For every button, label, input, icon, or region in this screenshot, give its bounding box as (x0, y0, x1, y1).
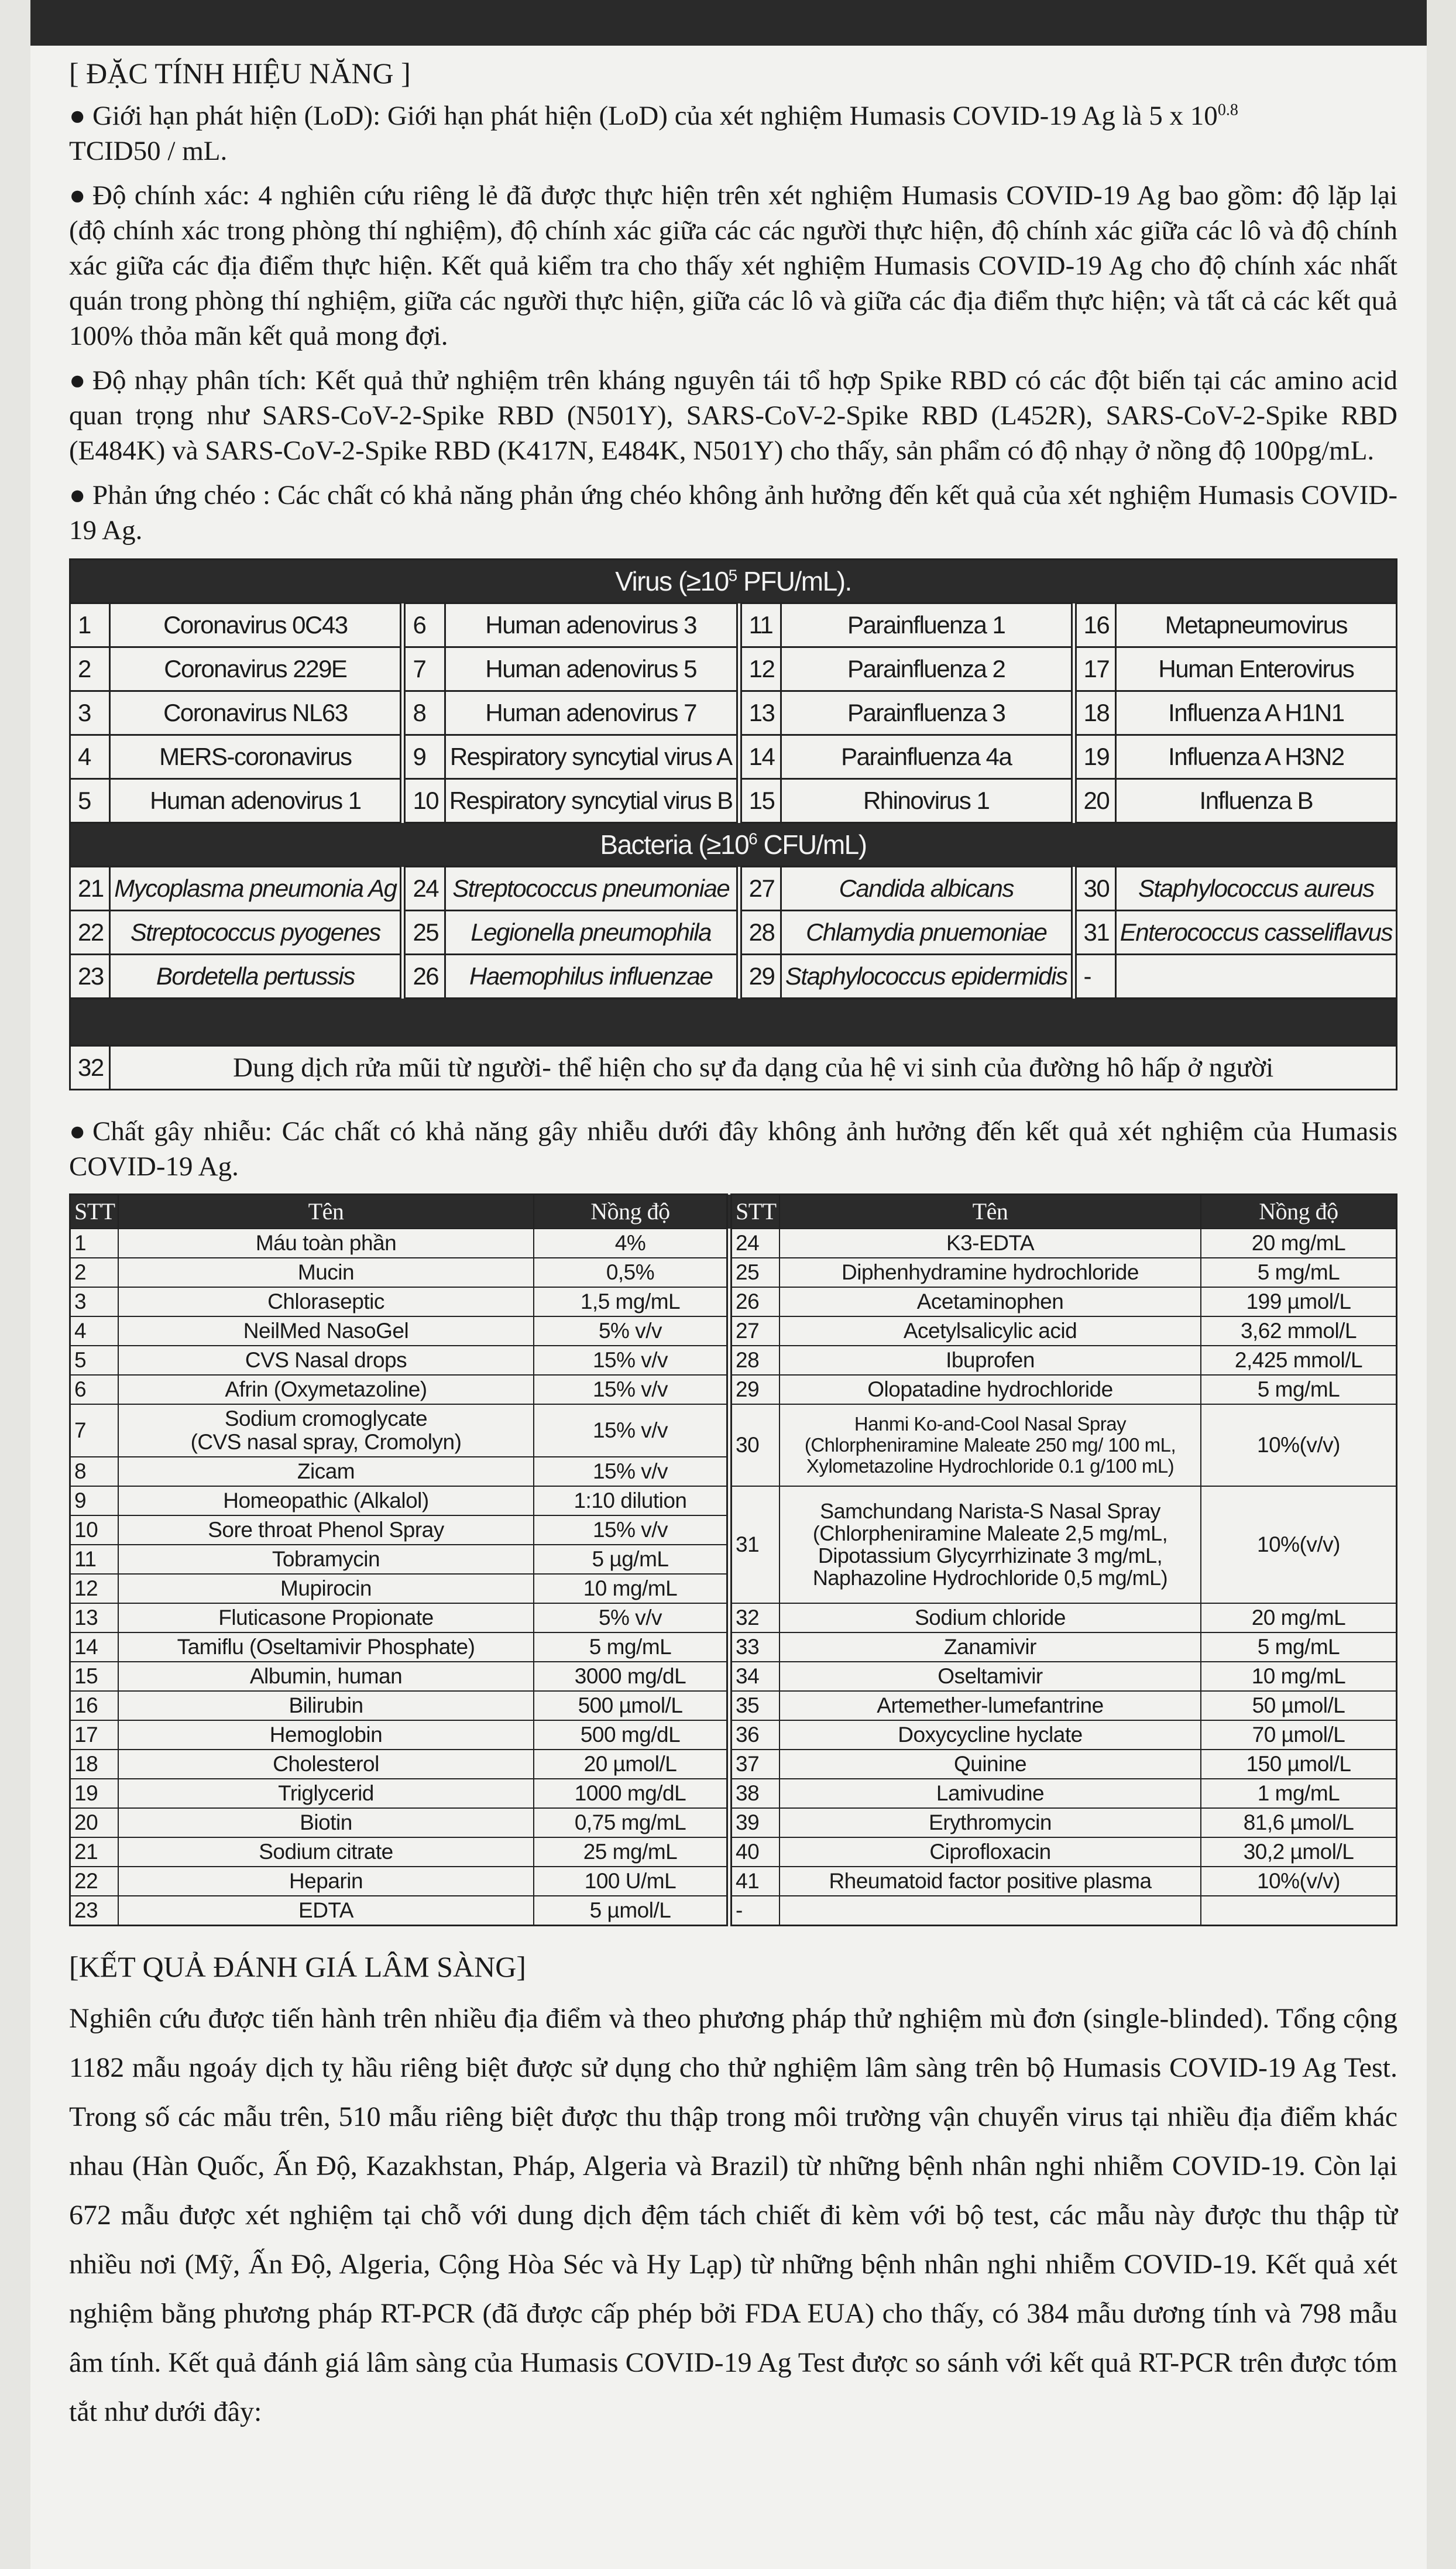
interference-paragraph (69, 1114, 1397, 1184)
substance-name: Oseltamivir (779, 1662, 1201, 1691)
lod-unit: TCID50 / mL. (69, 136, 228, 166)
row-number: 18 (70, 1750, 119, 1779)
row-number: 7 (70, 1404, 119, 1457)
row-number: 31 (729, 1486, 779, 1603)
precision-text: Độ chính xác: 4 nghiên cứu riêng lẻ đã được thực hiện trên xét nghiệm Humasis COVID-19 Ag bao gồm: độ lặp lại (độ chính xác trong phòng thí nghiệm), độ chính xác giữa các các người thực hiện, độ chính xác giữa các lô và độ chính xác giữa các địa điểm thực hiện. Kết quả kiểm tra cho thấy xét nghiệm Humasis COVID-19 Ag cho độ chính xác nhất quán trong phòng thí nghiệm, giữa các người thực hiện, giữa các lô và giữa các địa điểm thực hiện; và tất cả các kết quả 100% thỏa mãn kết quả mong đợi. (69, 180, 1397, 351)
substance-name: NeilMed NasoGel (118, 1316, 534, 1346)
substance-name: Albumin, human (118, 1662, 534, 1691)
cross-table-organism: Parainfluenza 4a (781, 735, 1073, 779)
row-number: 35 (729, 1691, 779, 1720)
cross-table-number: 18 (1074, 691, 1116, 735)
row-number: 32 (729, 1603, 779, 1632)
substance-concentration: 3000 mg/dL (534, 1662, 729, 1691)
cross-table-organism: Streptococcus pyogenes (110, 911, 403, 955)
bacteria-header-text: Bacteria (≥10 (600, 829, 749, 860)
row-number: 39 (729, 1808, 779, 1837)
cross-table-organism: Influenza A H1N1 (1115, 691, 1396, 735)
cross-table-number: - (1074, 955, 1116, 999)
cross-table-row (70, 1046, 1397, 1090)
cross-table-number: 19 (1074, 735, 1116, 779)
interference-row (70, 1720, 1397, 1750)
substance-concentration: 15% v/v (534, 1515, 729, 1545)
substance-concentration: 0,5% (534, 1258, 729, 1287)
cross-table-number: 28 (739, 911, 781, 955)
interference-row (70, 1867, 1397, 1896)
empty-band-row (70, 999, 1397, 1046)
cross-table-number: 17 (1074, 647, 1116, 691)
cross-table-number: 27 (739, 867, 781, 911)
substance-concentration: 500 µmol/L (534, 1691, 729, 1720)
cross-table-organism: Coronavirus NL63 (110, 691, 403, 735)
virus-header-exponent: 5 (728, 566, 737, 585)
nasal-wash-description: Dung dịch rửa mũi từ người- thể hiện cho sự đa dạng của hệ vi sinh của đường hô hấp ở người (110, 1046, 1397, 1090)
row-number: 30 (729, 1404, 779, 1486)
row-number: 41 (729, 1867, 779, 1896)
substance-concentration: 5 mg/mL (534, 1632, 729, 1662)
cross-table-number: 14 (739, 735, 781, 779)
empty-band-cell (70, 999, 1397, 1046)
substance-concentration: 150 µmol/L (1201, 1750, 1397, 1779)
interference-row (70, 1404, 1397, 1457)
substance-name: CVS Nasal drops (118, 1346, 534, 1375)
substance-name: Heparin (118, 1867, 534, 1896)
cross-table-organism: Human adenovirus 5 (445, 647, 739, 691)
cross-table-number: 6 (403, 603, 445, 647)
virus-header-unit: PFU/mL). (736, 566, 851, 596)
interference-row (70, 1662, 1397, 1691)
header-name: Tên (779, 1195, 1201, 1229)
substance-name: Triglycerid (118, 1779, 534, 1808)
cross-table-row (70, 867, 1397, 911)
substance-concentration: 10 mg/mL (1201, 1662, 1397, 1691)
row-number: 33 (729, 1632, 779, 1662)
substance-name: Acetylsalicylic acid (779, 1316, 1201, 1346)
row-number: 28 (729, 1346, 779, 1375)
virus-band-row (70, 560, 1397, 603)
row-number: 2 (70, 1258, 119, 1287)
header-concentration: Nồng độ (1201, 1195, 1397, 1229)
virus-band-header (70, 560, 1397, 603)
substance-concentration: 5 µmol/L (534, 1896, 729, 1926)
substance-concentration: 25 mg/mL (534, 1837, 729, 1867)
substance-concentration: 199 µmol/L (1201, 1287, 1397, 1316)
performance-heading: [ ĐẶC TÍNH HIỆU NĂNG ] (69, 57, 411, 90)
substance-concentration: 15% v/v (534, 1375, 729, 1404)
cross-table-number: 26 (403, 955, 445, 999)
bacteria-band-row (70, 823, 1397, 867)
cross-reactivity-table (69, 558, 1397, 1090)
cross-table-number: 23 (70, 955, 110, 999)
substance-name: Sore throat Phenol Spray (118, 1515, 534, 1545)
substance-name: Rheumatoid factor positive plasma (779, 1867, 1201, 1896)
cross-table-number: 2 (70, 647, 110, 691)
substance-name: Cholesterol (118, 1750, 534, 1779)
substance-name (779, 1896, 1201, 1926)
lod-exponent: 0.8 (1217, 101, 1238, 119)
bullet-icon: ● (69, 365, 86, 396)
cross-table-organism: Legionella pneumophila (445, 911, 739, 955)
cross-table-number: 31 (1074, 911, 1116, 955)
bullet-icon: ● (69, 101, 86, 131)
interference-row (70, 1229, 1397, 1258)
cross-table-number: 29 (739, 955, 781, 999)
cross-table-number: 11 (739, 603, 781, 647)
bacteria-band-header (70, 823, 1397, 867)
precision-paragraph (69, 178, 1397, 354)
row-number: 37 (729, 1750, 779, 1779)
cross-table-number: 3 (70, 691, 110, 735)
substance-concentration: 5% v/v (534, 1316, 729, 1346)
row-number: - (729, 1896, 779, 1926)
cross-table-organism: Mycoplasma pneumonia Ag (110, 867, 403, 911)
row-number: 8 (70, 1457, 119, 1486)
cross-table-organism: Coronavirus 0C43 (110, 603, 403, 647)
cross-table-organism: Coronavirus 229E (110, 647, 403, 691)
substance-name: Afrin (Oxymetazoline) (118, 1375, 534, 1404)
virus-header-text: Virus (≥10 (615, 566, 729, 596)
substance-name: Mupirocin (118, 1574, 534, 1603)
substance-name: Quinine (779, 1750, 1201, 1779)
cross-table-number: 4 (70, 735, 110, 779)
cross-table-organism: Chlamydia pnuemoniae (781, 911, 1073, 955)
substance-concentration: 30,2 µmol/L (1201, 1837, 1397, 1867)
interference-row (70, 1486, 1397, 1515)
row-number: 1 (70, 1229, 119, 1258)
substance-concentration: 4% (534, 1229, 729, 1258)
substance-name: Homeopathic (Alkalol) (118, 1486, 534, 1515)
row-number: 15 (70, 1662, 119, 1691)
cross-table-number: 32 (70, 1046, 110, 1090)
row-number: 16 (70, 1691, 119, 1720)
interference-table (69, 1193, 1397, 1926)
header-stt: STT (70, 1195, 119, 1229)
substance-name: Máu toàn phần (118, 1229, 534, 1258)
row-number: 13 (70, 1603, 119, 1632)
substance-concentration: 100 U/mL (534, 1867, 729, 1896)
cross-table-organism: Metapneumovirus (1115, 603, 1396, 647)
substance-concentration (1201, 1896, 1397, 1926)
substance-name: Zanamivir (779, 1632, 1201, 1662)
cross-table-number: 9 (403, 735, 445, 779)
document-content (69, 54, 1397, 2437)
substance-name: Bilirubin (118, 1691, 534, 1720)
right-page-margin (1427, 0, 1456, 2569)
row-number: 17 (70, 1720, 119, 1750)
clinical-paragraph: Nghiên cứu được tiến hành trên nhiều địa điểm và theo phương pháp thử nghiệm mù đơn (single-blinded). Tổng cộng 1182 mẫu ngoáy dịch tỵ hầu riêng biệt được sử dụng cho thử nghiệm lâm sàng trên bộ Humasis COVID-19 Ag Test. Trong số các mẫu trên, 510 mẫu riêng biệt được thu thập trong môi trường vận chuyển virus tại nhiều địa điểm khác nhau (Hàn Quốc, Ấn Độ, Kazakhstan, Pháp, Algeria và Brazil) từ những bệnh nhân nghi nhiễm COVID-19. Còn lại 672 mẫu được xét nghiệm tại chỗ với dung dịch đệm tách chiết đi kèm với bộ test, các mẫu này được thu thập từ nhiều nơi (Mỹ, Ấn Độ, Algeria, Cộng Hòa Séc và Hy Lạp) từ những bệnh nhân nghi nhiễm COVID-19. Kết quả xét nghiệm bằng phương pháp RT-PCR (đã được cấp phép bởi FDA EUA) cho thấy, có 384 mẫu dương tính và 798 mẫu âm tính. Kết quả đánh giá lâm sàng của Humasis COVID-19 Ag Test được so sánh với kết quả RT-PCR trên được tóm tắt như dưới đây: (69, 2003, 1397, 2427)
substance-concentration: 1:10 dilution (534, 1486, 729, 1515)
cross-table-organism: Haemophilus influenzae (445, 955, 739, 999)
substance-name: K3-EDTA (779, 1229, 1201, 1258)
substance-name: Biotin (118, 1808, 534, 1837)
substance-name: Fluticasone Propionate (118, 1603, 534, 1632)
row-number: 14 (70, 1632, 119, 1662)
substance-concentration: 20 mg/mL (1201, 1603, 1397, 1632)
cross-table-organism: Influenza A H3N2 (1115, 735, 1396, 779)
substance-name: Chloraseptic (118, 1287, 534, 1316)
cross-table-row (70, 603, 1397, 647)
substance-name: Ibuprofen (779, 1346, 1201, 1375)
substance-concentration: 0,75 mg/mL (534, 1808, 729, 1837)
substance-name: Sodium cromoglycate (CVS nasal spray, Cromolyn) (118, 1404, 534, 1457)
substance-concentration: 15% v/v (534, 1346, 729, 1375)
interference-row (70, 1750, 1397, 1779)
cross-table-organism: Parainfluenza 1 (781, 603, 1073, 647)
substance-concentration: 2,425 mmol/L (1201, 1346, 1397, 1375)
substance-concentration: 5 mg/mL (1201, 1632, 1397, 1662)
cross-table-number: 8 (403, 691, 445, 735)
row-number: 19 (70, 1779, 119, 1808)
cross-table-number: 24 (403, 867, 445, 911)
substance-concentration: 5 µg/mL (534, 1545, 729, 1574)
interference-text: Chất gây nhiễu: Các chất có khả năng gây nhiễu dưới đây không ảnh hưởng đến kết quả xét nghiệm của Humasis COVID-19 Ag. (69, 1116, 1397, 1182)
cross-table-row (70, 779, 1397, 823)
cross-table-organism: Rhinovirus 1 (781, 779, 1073, 823)
cross-table-organism: Enterococcus casseliflavus (1115, 911, 1396, 955)
cross-table-organism: Staphylococcus epidermidis (781, 955, 1073, 999)
row-number: 11 (70, 1545, 119, 1574)
interference-row (70, 1896, 1397, 1926)
substance-name: EDTA (118, 1896, 534, 1926)
substance-name: Hanmi Ko-and-Cool Nasal Spray (Chlorpheniramine Maleate 250 mg/ 100 mL, Xylometazoline Hydrochloride 0.1 g/100 mL) (779, 1404, 1201, 1486)
cross-reactivity-text: Phản ứng chéo : Các chất có khả năng phản ứng chéo không ảnh hưởng đến kết quả của xét nghiệm Humasis COVID-19 Ag. (69, 480, 1397, 546)
interference-header-row (70, 1195, 1397, 1229)
substance-concentration: 10%(v/v) (1201, 1486, 1397, 1603)
interference-row (70, 1632, 1397, 1662)
interference-row (70, 1808, 1397, 1837)
cross-table-organism: Bordetella pertussis (110, 955, 403, 999)
interference-row (70, 1287, 1397, 1316)
interference-row (70, 1346, 1397, 1375)
left-page-margin (0, 0, 30, 2569)
substance-name: Lamivudine (779, 1779, 1201, 1808)
clinical-heading: [KẾT QUẢ ĐÁNH GIÁ LÂM SÀNG] (69, 1950, 526, 1983)
lod-paragraph (69, 98, 1397, 169)
substance-concentration: 81,6 µmol/L (1201, 1808, 1397, 1837)
cross-reactivity-paragraph (69, 478, 1397, 548)
substance-name: Doxycycline hyclate (779, 1720, 1201, 1750)
interference-row (70, 1375, 1397, 1404)
header-name: Tên (118, 1195, 534, 1229)
substance-concentration: 1 mg/mL (1201, 1779, 1397, 1808)
substance-name: Erythromycin (779, 1808, 1201, 1837)
substance-name: Samchundang Narista-S Nasal Spray (Chlorpheniramine Maleate 2,5 mg/mL, Dipotassium Glycyrrhizinate 3 mg/mL, Naphazoline Hydrochloride 0,5 mg/mL) (779, 1486, 1201, 1603)
interference-row (70, 1837, 1397, 1867)
cross-table-organism: Respiratory syncytial virus A (445, 735, 739, 779)
substance-name: Ciprofloxacin (779, 1837, 1201, 1867)
cross-table-number: 13 (739, 691, 781, 735)
cross-table-organism: MERS-coronavirus (110, 735, 403, 779)
cross-table-number: 15 (739, 779, 781, 823)
cross-table-number: 5 (70, 779, 110, 823)
top-dark-border (0, 0, 1456, 46)
bacteria-header-unit: CFU/mL) (757, 829, 867, 860)
sensitivity-paragraph (69, 363, 1397, 468)
interference-row (70, 1258, 1397, 1287)
bullet-icon: ● (69, 180, 86, 211)
substance-name: Sodium chloride (779, 1603, 1201, 1632)
cross-table-number: 12 (739, 647, 781, 691)
cross-table-row (70, 691, 1397, 735)
interference-row (70, 1603, 1397, 1632)
row-number: 10 (70, 1515, 119, 1545)
cross-table-organism: Parainfluenza 3 (781, 691, 1073, 735)
row-number: 20 (70, 1808, 119, 1837)
substance-name: Zicam (118, 1457, 534, 1486)
cross-table-organism: Streptococcus pneumoniae (445, 867, 739, 911)
row-number: 5 (70, 1346, 119, 1375)
cross-table-number: 16 (1074, 603, 1116, 647)
interference-row (70, 1316, 1397, 1346)
row-number: 27 (729, 1316, 779, 1346)
cross-table-number: 30 (1074, 867, 1116, 911)
cross-table-organism: Human adenovirus 1 (110, 779, 403, 823)
row-number: 34 (729, 1662, 779, 1691)
row-number: 6 (70, 1375, 119, 1404)
cross-table-number: 1 (70, 603, 110, 647)
cross-table-number: 21 (70, 867, 110, 911)
substance-concentration: 70 µmol/L (1201, 1720, 1397, 1750)
row-number: 24 (729, 1229, 779, 1258)
cross-table-row (70, 911, 1397, 955)
row-number: 26 (729, 1287, 779, 1316)
cross-table-row (70, 955, 1397, 999)
substance-concentration: 500 mg/dL (534, 1720, 729, 1750)
bacteria-header-exponent: 6 (748, 829, 757, 848)
substance-name: Sodium citrate (118, 1837, 534, 1867)
cross-table-organism: Influenza B (1115, 779, 1396, 823)
row-number: 29 (729, 1375, 779, 1404)
substance-concentration: 20 µmol/L (534, 1750, 729, 1779)
substance-concentration: 10%(v/v) (1201, 1404, 1397, 1486)
row-number: 36 (729, 1720, 779, 1750)
row-number: 9 (70, 1486, 119, 1515)
row-number: 22 (70, 1867, 119, 1896)
cross-table-organism: Respiratory syncytial virus B (445, 779, 739, 823)
substance-name: Tamiflu (Oseltamivir Phosphate) (118, 1632, 534, 1662)
substance-concentration: 1000 mg/dL (534, 1779, 729, 1808)
cross-table-organism: Human adenovirus 7 (445, 691, 739, 735)
substance-name: Diphenhydramine hydrochloride (779, 1258, 1201, 1287)
cross-table-organism (1115, 955, 1396, 999)
substance-name: Hemoglobin (118, 1720, 534, 1750)
row-number: 21 (70, 1837, 119, 1867)
header-stt: STT (729, 1195, 779, 1229)
lod-text: Giới hạn phát hiện (LoD): Giới hạn phát hiện (LoD) của xét nghiệm Humasis COVID-19 Ag là 5 x 10 (92, 101, 1218, 131)
substance-name: Acetaminophen (779, 1287, 1201, 1316)
substance-concentration: 10%(v/v) (1201, 1867, 1397, 1896)
substance-name: Mucin (118, 1258, 534, 1287)
cross-table-number: 10 (403, 779, 445, 823)
substance-name: Artemether-lumefantrine (779, 1691, 1201, 1720)
sensitivity-text: Độ nhạy phân tích: Kết quả thử nghiệm trên kháng nguyên tái tổ hợp Spike RBD có các đột biến tại các amino acid quan trọng như SARS-CoV-2-Spike RBD (N501Y), SARS-CoV-2-Spike RBD (L452R), SARS-CoV-2-Spike RBD (E484K) và SARS-CoV-2-Spike RBD (K417N, E484K, N501Y) cho thấy, sản phẩm có độ nhạy ở nồng độ 100pg/mL. (69, 365, 1397, 466)
substance-concentration: 1,5 mg/mL (534, 1287, 729, 1316)
cross-table-number: 7 (403, 647, 445, 691)
row-number: 25 (729, 1258, 779, 1287)
cross-table-number: 25 (403, 911, 445, 955)
cross-table-row (70, 735, 1397, 779)
row-number: 4 (70, 1316, 119, 1346)
row-number: 3 (70, 1287, 119, 1316)
substance-name: Tobramycin (118, 1545, 534, 1574)
interference-row (70, 1779, 1397, 1808)
substance-concentration: 15% v/v (534, 1404, 729, 1457)
substance-concentration: 10 mg/mL (534, 1574, 729, 1603)
substance-concentration: 15% v/v (534, 1457, 729, 1486)
cross-table-row (70, 647, 1397, 691)
cross-table-organism: Human adenovirus 3 (445, 603, 739, 647)
substance-concentration: 5 mg/mL (1201, 1375, 1397, 1404)
header-concentration: Nồng độ (534, 1195, 729, 1229)
row-number: 23 (70, 1896, 119, 1926)
substance-concentration: 20 mg/mL (1201, 1229, 1397, 1258)
substance-name: Olopatadine hydrochloride (779, 1375, 1201, 1404)
substance-concentration: 5% v/v (534, 1603, 729, 1632)
row-number: 12 (70, 1574, 119, 1603)
cross-table-organism: Human Enterovirus (1115, 647, 1396, 691)
substance-concentration: 50 µmol/L (1201, 1691, 1397, 1720)
cross-table-number: 20 (1074, 779, 1116, 823)
cross-table-organism: Staphylococcus aureus (1115, 867, 1396, 911)
row-number: 38 (729, 1779, 779, 1808)
bullet-icon: ● (69, 480, 86, 510)
substance-concentration: 5 mg/mL (1201, 1258, 1397, 1287)
substance-concentration: 3,62 mmol/L (1201, 1316, 1397, 1346)
cross-table-organism: Candida albicans (781, 867, 1073, 911)
interference-row (70, 1691, 1397, 1720)
cross-table-organism: Parainfluenza 2 (781, 647, 1073, 691)
bullet-icon: ● (69, 1116, 86, 1147)
row-number: 40 (729, 1837, 779, 1867)
cross-table-number: 22 (70, 911, 110, 955)
